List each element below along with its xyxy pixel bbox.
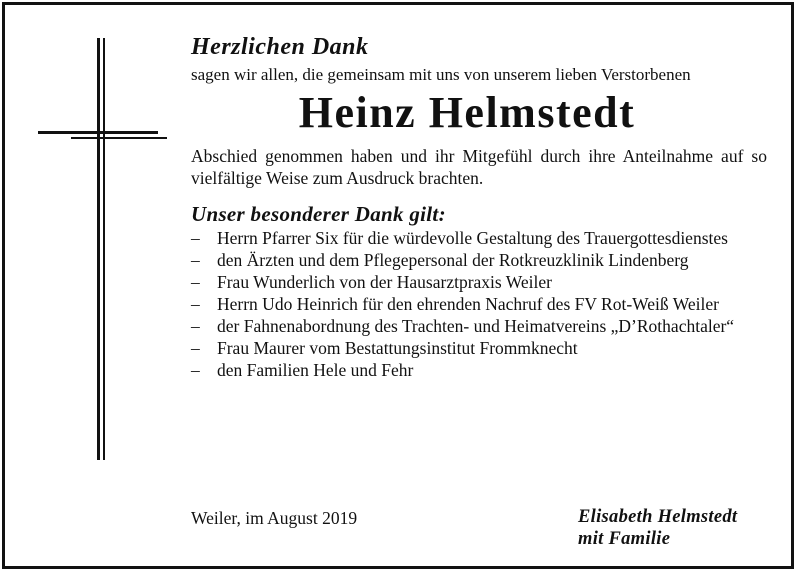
list-marker: – [191, 250, 200, 270]
list-item-text: Frau Wunderlich von der Hausarztpraxis Weiler [217, 272, 552, 292]
list-item-text: der Fahnenabordnung des Trachten- und Heimatvereins „D’Rothachtaler“ [217, 316, 735, 336]
signature [578, 506, 737, 550]
list-marker: – [191, 272, 200, 292]
cross-icon-beam-inner [71, 137, 167, 139]
list-item-text: Herrn Udo Heinrich für den ehrenden Nachruf des FV Rot-Weiß Weiler [217, 294, 719, 314]
place-date: Weiler, im August 2019 [191, 508, 358, 528]
list-item-text: den Familien Hele und Fehr [217, 360, 414, 380]
deceased-name: Heinz Helmstedt [298, 88, 636, 137]
notice-content [191, 31, 767, 381]
list-item [191, 315, 767, 337]
list-item [191, 249, 767, 271]
list-marker: – [191, 360, 200, 380]
list-marker: – [191, 338, 200, 358]
list-item-text: Herrn Pfarrer Six für die würdevolle Gestaltung des Trauergottesdienstes [217, 228, 728, 248]
intro-text: sagen wir allen, die gemeinsam mit uns von unserem lieben Verstorbenen [191, 65, 691, 84]
list-item [191, 337, 767, 359]
list-item [191, 359, 767, 381]
list-item [191, 271, 767, 293]
list-item [191, 293, 767, 315]
signature-family: mit Familie [578, 529, 671, 549]
list-item-text: Frau Maurer vom Bestattungsinstitut Frommknecht [217, 338, 578, 358]
list-marker: – [191, 316, 200, 336]
thanks-list [191, 227, 767, 381]
list-item [191, 227, 767, 249]
list-marker: – [191, 294, 200, 314]
obituary-notice [2, 2, 794, 569]
cross-icon-inner-line [103, 38, 105, 460]
list-item-text: den Ärzten und dem Pflegepersonal der Rotkreuzklinik Lindenberg [217, 250, 689, 270]
cross-icon-beam [38, 131, 158, 134]
special-thanks-heading: Unser besonderer Dank gilt: [191, 202, 446, 226]
signature-name: Elisabeth Helmstedt [578, 507, 738, 527]
thanks-heading: Herzlichen Dank [191, 34, 369, 60]
cross-icon [97, 38, 100, 460]
list-marker: – [191, 228, 200, 248]
body-text: Abschied genommen haben und ihr Mitgefühl durch ihre Anteilnahme auf so vielfältige Weise zum Ausdruck brachten. [191, 146, 767, 188]
